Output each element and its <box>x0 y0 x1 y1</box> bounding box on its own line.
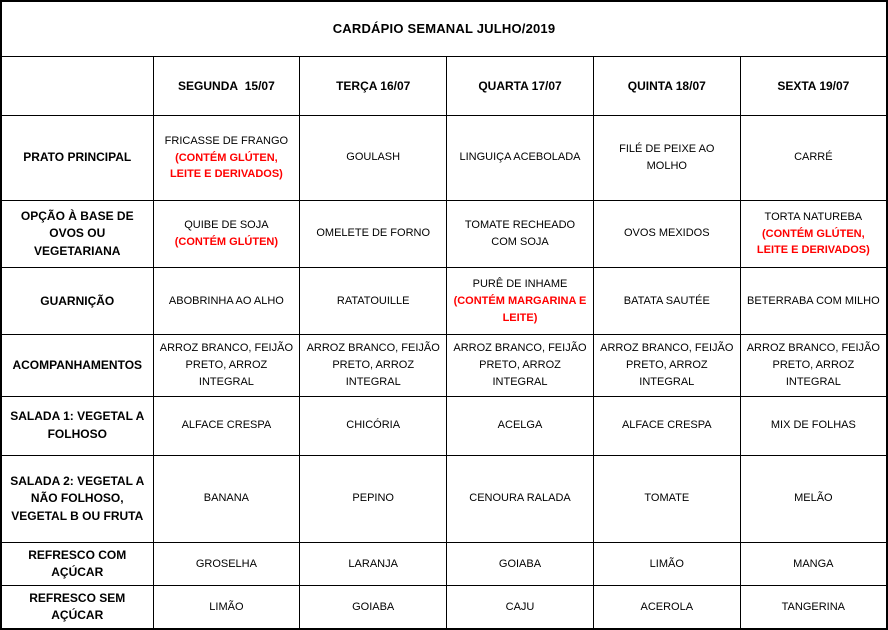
menu-cell <box>740 115 887 200</box>
menu-cell <box>153 396 300 455</box>
menu-cell <box>593 455 740 542</box>
dish-name: ACEROLA <box>640 600 694 613</box>
day-header-2: QUARTA 17/07 <box>447 56 594 115</box>
menu-cell <box>153 115 300 200</box>
dish-name: RATATOUILLE <box>336 294 410 307</box>
menu-body <box>1 115 887 629</box>
dish-name: BATATA SAUTÉE <box>623 294 710 307</box>
menu-cell <box>593 543 740 586</box>
menu-cell <box>300 115 447 200</box>
menu-cell <box>740 268 887 335</box>
dish-name: BANANA <box>203 492 250 505</box>
dish-name: CENOURA RALADA <box>469 492 571 505</box>
dish-name: BETERRABA COM MILHO <box>747 294 880 307</box>
menu-row <box>1 268 887 335</box>
dish-name: QUIBE DE SOJA <box>184 219 269 232</box>
dish-name: LARANJA <box>348 557 398 570</box>
allergen-note: (CONTÉM MARGARINA E LEITE) <box>453 295 587 324</box>
corner-cell <box>1 56 153 115</box>
menu-cell <box>300 200 447 267</box>
menu-cell <box>447 543 594 586</box>
menu-cell <box>447 115 594 200</box>
menu-cell <box>447 586 594 629</box>
menu-cell <box>300 455 447 542</box>
menu-row <box>1 115 887 200</box>
dish-name: LIMÃO <box>209 600 244 613</box>
dish-name: TORTA NATUREBA <box>764 210 863 223</box>
menu-cell <box>153 586 300 629</box>
row-label: OPÇÃO À BASE DE OVOS OU VEGETARIANA <box>1 200 153 267</box>
dish-name: CAJU <box>505 600 535 613</box>
dish-name: ARROZ BRANCO, FEIJÃO PRETO, ARROZ INTEGRAL <box>746 341 880 388</box>
menu-cell <box>593 335 740 396</box>
day-header-row <box>1 56 887 115</box>
menu-cell <box>740 396 887 455</box>
dish-name: ALFACE CRESPA <box>621 419 712 432</box>
dish-name: ARROZ BRANCO, FEIJÃO PRETO, ARROZ INTEGRAL <box>306 341 440 388</box>
menu-cell <box>740 200 887 267</box>
dish-name: FRICASSE DE FRANGO <box>164 134 289 147</box>
dish-name: GROSELHA <box>195 557 257 570</box>
day-header-1: TERÇA 16/07 <box>300 56 447 115</box>
dish-name: PEPINO <box>352 492 394 505</box>
dish-name: OVOS MEXIDOS <box>624 227 710 240</box>
menu-cell <box>300 396 447 455</box>
menu-cell <box>153 455 300 542</box>
menu-cell <box>447 396 594 455</box>
row-label: REFRESCO COM AÇÚCAR <box>1 543 153 586</box>
menu-cell <box>447 335 594 396</box>
menu-row <box>1 455 887 542</box>
dish-name: ALFACE CRESPA <box>181 419 272 432</box>
menu-cell <box>447 200 594 267</box>
menu-cell <box>447 268 594 335</box>
allergen-note: (CONTÉM GLÚTEN) <box>174 236 279 249</box>
row-label: REFRESCO SEM AÇÚCAR <box>1 586 153 629</box>
menu-cell <box>740 586 887 629</box>
dish-name: LIMÃO <box>649 557 684 570</box>
allergen-note: (CONTÉM GLÚTEN, LEITE E DERIVADOS) <box>756 227 870 257</box>
menu-cell <box>153 543 300 586</box>
dish-name: TOMATE <box>644 492 690 505</box>
day-header-4: SEXTA 19/07 <box>740 56 887 115</box>
dish-name: MIX DE FOLHAS <box>770 419 856 432</box>
dish-name: GOULASH <box>346 151 401 164</box>
allergen-note: (CONTÉM GLÚTEN, LEITE E DERIVADOS) <box>169 151 283 181</box>
row-label: SALADA 1: VEGETAL A FOLHOSO <box>1 396 153 455</box>
menu-cell <box>300 543 447 586</box>
dish-name: ARROZ BRANCO, FEIJÃO PRETO, ARROZ INTEGRAL <box>453 341 587 388</box>
menu-cell <box>593 200 740 267</box>
row-label: GUARNIÇÃO <box>1 268 153 335</box>
menu-cell <box>593 396 740 455</box>
menu-cell <box>593 586 740 629</box>
menu-cell <box>740 455 887 542</box>
menu-cell <box>447 455 594 542</box>
row-label: ACOMPANHAMENTOS <box>1 335 153 396</box>
dish-name: MELÃO <box>794 492 833 505</box>
dish-name: TOMATE RECHEADO COM SOJA <box>464 218 576 248</box>
menu-row <box>1 543 887 586</box>
day-header-3: QUINTA 18/07 <box>593 56 740 115</box>
menu-row <box>1 396 887 455</box>
menu-cell <box>740 335 887 396</box>
menu-cell <box>300 335 447 396</box>
dish-name: MANGA <box>793 557 834 570</box>
dish-name: GOIABA <box>498 557 542 570</box>
row-label: SALADA 2: VEGETAL A NÃO FOLHOSO, VEGETAL B OU FRUTA <box>1 455 153 542</box>
dish-name: FILÉ DE PEIXE AO MOLHO <box>619 142 715 172</box>
dish-name: PURÊ DE INHAME <box>472 278 568 291</box>
menu-row <box>1 586 887 629</box>
menu-cell <box>593 268 740 335</box>
menu-row <box>1 335 887 396</box>
menu-row <box>1 200 887 267</box>
dish-name: LINGUIÇA ACEBOLADA <box>459 151 581 164</box>
row-label: PRATO PRINCIPAL <box>1 115 153 200</box>
dish-name: ARROZ BRANCO, FEIJÃO PRETO, ARROZ INTEGRAL <box>600 341 734 388</box>
menu-cell <box>740 543 887 586</box>
dish-name: ABOBRINHA AO ALHO <box>168 294 284 307</box>
page-title: CARDÁPIO SEMANAL JULHO/2019 <box>1 1 887 56</box>
title-row <box>1 1 887 56</box>
dish-name: ACELGA <box>497 419 543 432</box>
dish-name: GOIABA <box>352 600 395 613</box>
dish-name: TANGERINA <box>781 600 846 613</box>
menu-cell <box>153 335 300 396</box>
menu-cell <box>300 586 447 629</box>
dish-name: ARROZ BRANCO, FEIJÃO PRETO, ARROZ INTEGRAL <box>159 341 294 388</box>
dish-name: OMELETE DE FORNO <box>316 227 431 240</box>
day-header-0: SEGUNDA 15/07 <box>153 56 300 115</box>
dish-name: CARRÉ <box>794 151 833 164</box>
menu-cell <box>153 200 300 267</box>
dish-name: CHICÓRIA <box>346 419 401 432</box>
menu-cell <box>593 115 740 200</box>
menu-cell <box>300 268 447 335</box>
menu-cell <box>153 268 300 335</box>
